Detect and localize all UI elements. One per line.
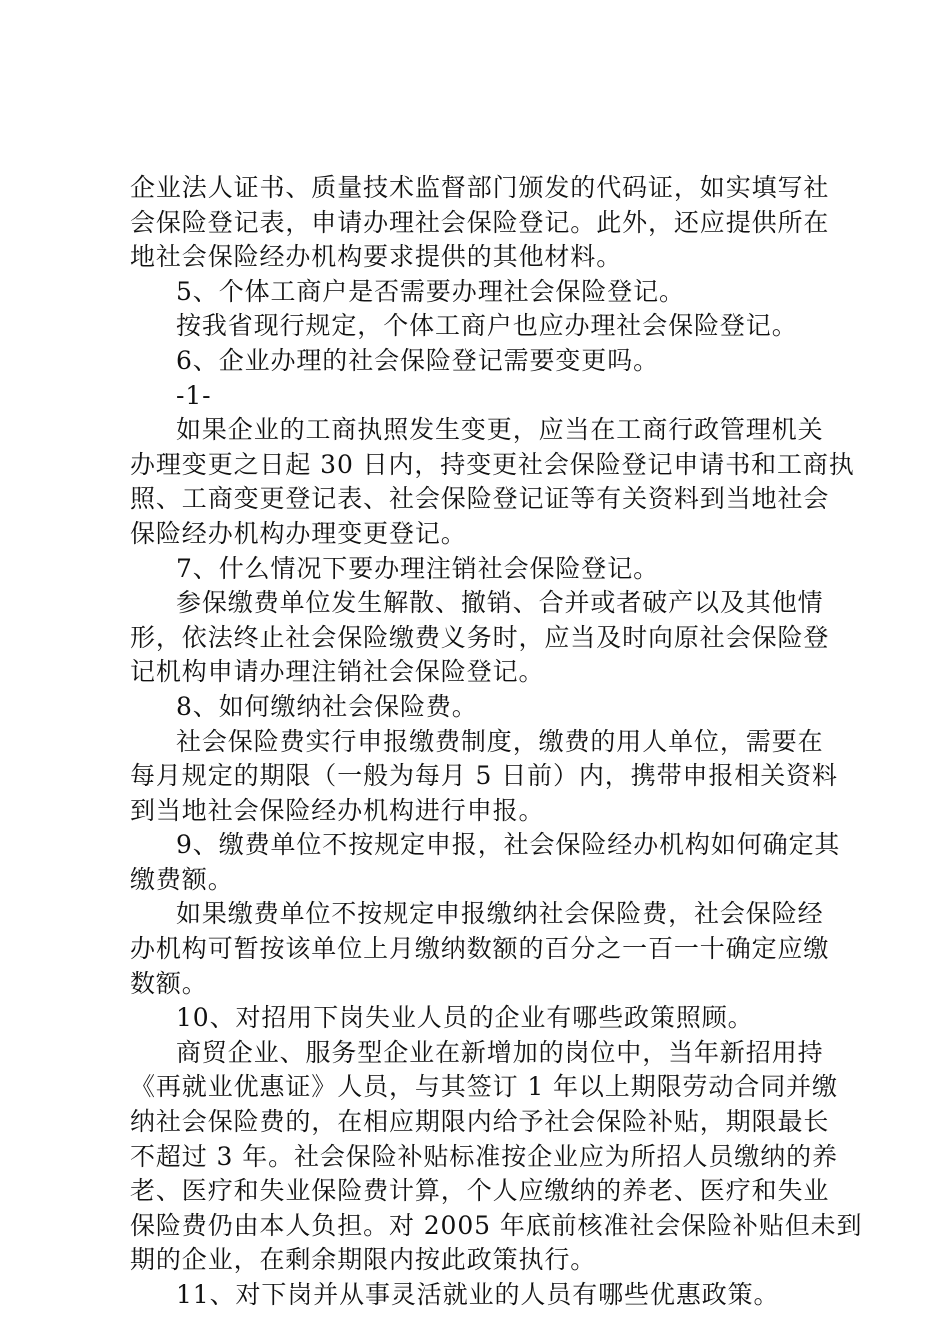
document-line: 如果缴费单位不按规定申报缴纳社会保险费，社会保险经: [176, 899, 824, 929]
document-line: 不超过 3 年。社会保险补贴标准按企业应为所招人员缴纳的养: [130, 1141, 838, 1171]
document-line: 11、对下岗并从事灵活就业的人员有哪些优惠政策。: [176, 1280, 780, 1309]
document-line: 参保缴费单位发生解散、撤销、合并或者破产以及其他情: [176, 588, 824, 618]
document-line: 企业法人证书、质量技术监督部门颁发的代码证，如实填写社: [130, 173, 830, 202]
document-line: 5、个体工商户是否需要办理社会保险登记。: [176, 276, 685, 306]
document-line: 纳社会保险费的，在相应期限内给予社会保险补贴，期限最长: [130, 1107, 830, 1137]
document-line: 记机构申请办理注销社会保险登记。: [130, 657, 545, 687]
document-line: 期的企业，在剩余期限内按此政策执行。: [130, 1245, 597, 1275]
document-line: 7、什么情况下要办理注销社会保险登记。: [176, 553, 660, 583]
document-line: 缴费额。: [130, 864, 234, 894]
document-line: 到当地社会保险经办机构进行申报。: [130, 795, 545, 825]
document-line: 8、如何缴纳社会保险费。: [176, 691, 478, 721]
document-line: 办理变更之日起 30 日内，持变更社会保险登记申请书和工商执: [130, 449, 855, 479]
document-line: 10、对招用下岗失业人员的企业有哪些政策照顾。: [176, 1003, 754, 1033]
document-line: 地社会保险经办机构要求提供的其他材料。: [130, 242, 623, 272]
document-line: 保险经办机构办理变更登记。: [130, 518, 467, 548]
document-line: 形，依法终止社会保险缴费义务时，应当及时向原社会保险登: [130, 622, 830, 652]
document-line: 每月规定的期限（一般为每月 5 日前）内，携带申报相关资料: [130, 761, 838, 791]
document-line: 社会保险费实行申报缴费制度，缴费的用人单位，需要在: [176, 726, 824, 756]
document-line: 商贸企业、服务型企业在新增加的岗位中，当年新招用持: [176, 1037, 824, 1067]
document-line: 保险费仍由本人负担。对 2005 年底前核准社会保险补贴但未到: [130, 1210, 863, 1240]
document-line: 按我省现行规定，个体工商户也应办理社会保险登记。: [176, 311, 798, 341]
document-line: 办机构可暂按该单位上月缴纳数额的百分之一百一十确定应缴: [130, 934, 830, 964]
document-line: 6、企业办理的社会保险登记需要变更吗。: [176, 345, 660, 375]
document-line: 老、医疗和失业保险费计算，个人应缴纳的养老、医疗和失业: [130, 1176, 830, 1206]
document-line: 照、工商变更登记表、社会保险登记证等有关资料到当地社会: [130, 484, 830, 514]
document-body: [130, 171, 863, 1313]
document-line: 数额。: [130, 968, 208, 998]
document-line: 9、缴费单位不按规定申报，社会保险经办机构如何确定其: [176, 830, 841, 860]
document-line: 会保险登记表，申请办理社会保险登记。此外，还应提供所在: [130, 207, 830, 237]
document-line: 如果企业的工商执照发生变更，应当在工商行政管理机关: [176, 415, 824, 445]
document-line: 《再就业优惠证》人员，与其签订 1 年以上期限劳动合同并缴: [130, 1072, 838, 1102]
page-number: -1-: [176, 380, 212, 410]
